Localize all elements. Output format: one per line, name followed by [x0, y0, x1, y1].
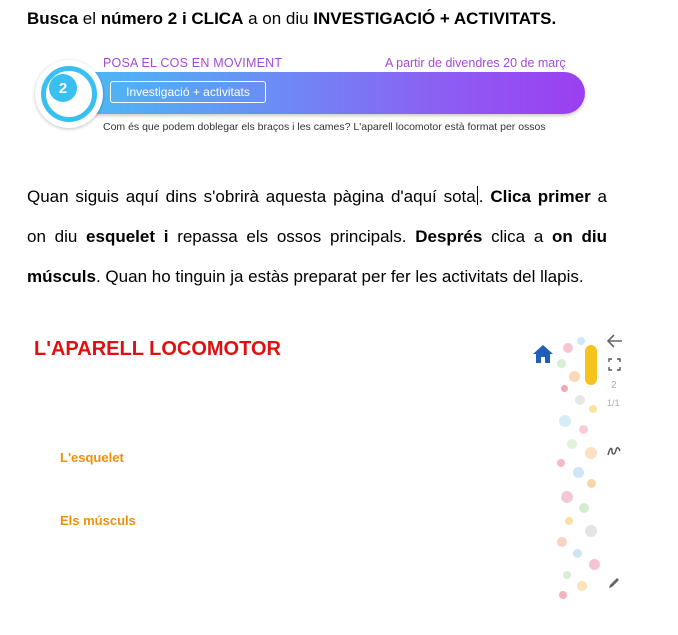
para-t8: clica a	[482, 227, 552, 246]
instructions-paragraph	[27, 177, 607, 297]
number-label[interactable]: 2	[49, 74, 77, 102]
number-badge[interactable]	[35, 60, 103, 128]
confetti-strip	[555, 335, 605, 603]
link-esquelet[interactable]: L'esquelet	[60, 450, 124, 465]
para-t1: Quan siguis aquí dins s'obrirà aquesta pàgina d'aquí sota	[27, 187, 476, 206]
pencil-icon[interactable]	[607, 576, 621, 593]
para-t9: on diu músculs	[27, 227, 607, 286]
investigacio-button[interactable]: Investigació + activitats	[110, 81, 266, 103]
instr-busca: Busca	[27, 9, 79, 28]
instr-numero: número 2 i CLICA	[100, 9, 244, 28]
fullscreen-icon[interactable]	[608, 358, 621, 374]
instr-investigacio: INVESTIGACIÓ + ACTIVITATS.	[313, 9, 557, 28]
banner-section-title: POSA EL COS EN MOVIMENT	[103, 56, 283, 70]
para-t3: Clica primer	[490, 187, 591, 206]
para-t2: .	[478, 187, 491, 206]
squiggle-icon[interactable]	[607, 445, 621, 460]
banner-date: A partir de divendres 20 de març	[385, 56, 566, 70]
para-t4: a on diu	[27, 187, 607, 246]
text-caret	[477, 186, 478, 205]
para-t5: esquelet i	[86, 227, 169, 246]
lesson-banner	[35, 55, 595, 135]
link-muscles[interactable]: Els músculs	[60, 513, 136, 528]
para-t10: . Quan ho tinguin ja estàs preparat per fer les activitats del llapis.	[95, 267, 584, 286]
page-count: 1/1	[607, 398, 620, 408]
instr-el: el	[78, 9, 101, 28]
banner-caption: Com és que podem doblegar els braços i les cames? L'aparell locomotor està format per ossos	[103, 121, 546, 133]
back-arrow-icon[interactable]	[607, 334, 623, 351]
para-t6: repassa els ossos principals.	[168, 227, 416, 246]
instr-aon: a on diu	[243, 9, 314, 28]
page-number: 2	[611, 380, 617, 391]
embed-title: L'APARELL LOCOMOTOR	[34, 338, 281, 360]
instruction-line	[27, 8, 556, 30]
home-icon[interactable]	[532, 343, 554, 370]
para-t7: Després	[415, 227, 483, 246]
